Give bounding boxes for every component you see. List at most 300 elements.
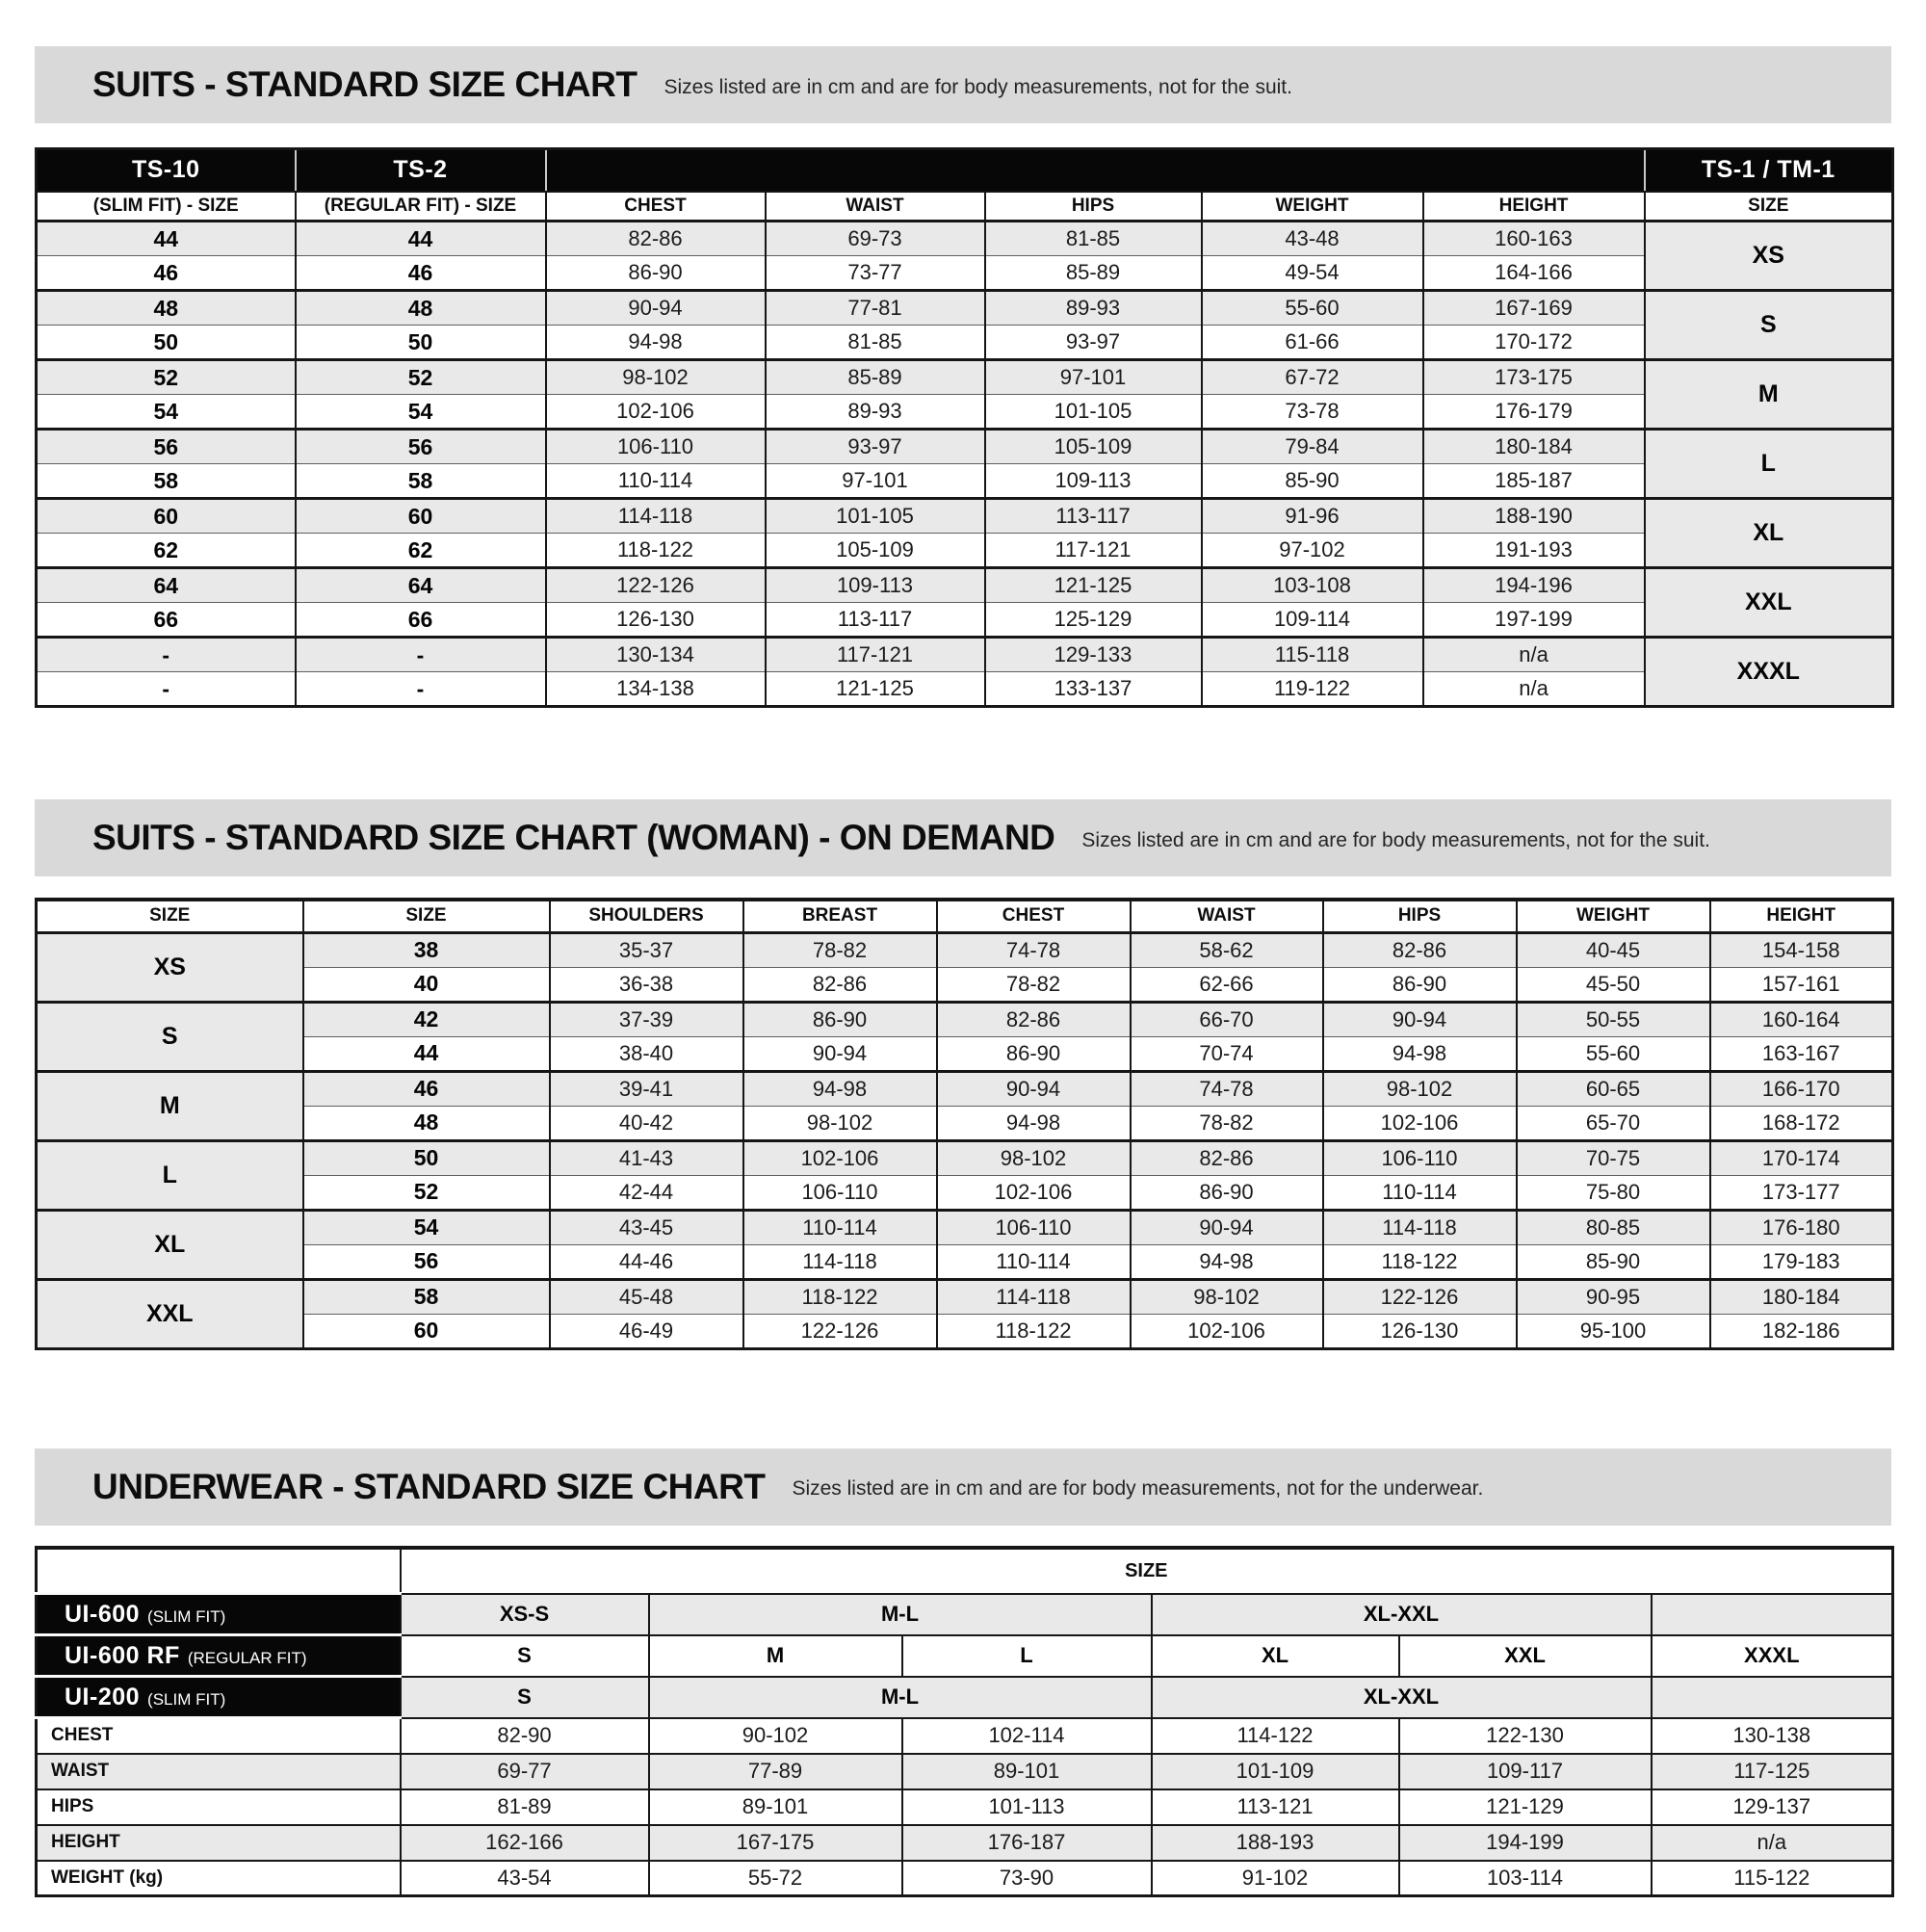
measurement-value-cell: 191-193 (1423, 534, 1645, 568)
measurement-value-cell: 182-186 (1710, 1314, 1893, 1348)
measurement-label: WAIST (37, 1754, 401, 1789)
measurement-value-cell: 35-37 (550, 932, 743, 967)
size-range-cell: XXL (1399, 1635, 1652, 1677)
measurement-value-cell: 110-114 (743, 1210, 937, 1244)
size-range-cell: M (649, 1635, 902, 1677)
measurement-value-cell: 65-70 (1517, 1106, 1710, 1140)
underwear-subtitle: Sizes listed are in cm and are for body measurements, not for the underwear. (792, 1477, 1484, 1500)
measurement-value-cell: 129-133 (985, 638, 1202, 672)
measurement-value-cell: 106-110 (937, 1210, 1131, 1244)
table-row (37, 1106, 1893, 1140)
size-group-cell: S (37, 1002, 303, 1071)
model-header-row (37, 149, 1893, 192)
size-number-cell: 62 (37, 534, 296, 568)
size-number-cell: 46 (303, 1071, 550, 1106)
measurement-value-cell: 173-177 (1710, 1175, 1893, 1210)
measurement-value-cell: 122-126 (546, 568, 766, 603)
measurement-value-cell: 43-48 (1202, 222, 1423, 256)
measurement-value-cell: 49-54 (1202, 256, 1423, 291)
section-suits-woman (35, 799, 1891, 1350)
column-header: HEIGHT (1710, 900, 1893, 932)
measurement-value-cell: 89-93 (985, 291, 1202, 326)
measurement-value-cell: 164-166 (1423, 256, 1645, 291)
measurement-value-cell: 114-118 (1323, 1210, 1517, 1244)
measurement-value-cell: 110-114 (1323, 1175, 1517, 1210)
size-group-cell: M (1645, 360, 1893, 430)
measurement-label: HIPS (37, 1789, 401, 1825)
underwear-titlebar (35, 1449, 1891, 1526)
size-number-cell: 60 (296, 499, 546, 534)
table-row (37, 1071, 1893, 1106)
table-row (37, 1175, 1893, 1210)
product-label-cell (37, 1677, 401, 1718)
measurement-value-cell: 102-106 (1323, 1106, 1517, 1140)
measurement-value-cell: 97-102 (1202, 534, 1423, 568)
measurement-value-cell: 61-66 (1202, 326, 1423, 360)
content-area (0, 46, 1926, 1897)
measurement-value-cell: 90-94 (546, 291, 766, 326)
measurement-value-cell: 167-169 (1423, 291, 1645, 326)
measurement-value-cell: 82-86 (546, 222, 766, 256)
measurement-value-cell: 167-175 (649, 1825, 902, 1861)
measurement-value-cell: 101-105 (766, 499, 985, 534)
measurement-value-cell: 102-106 (546, 395, 766, 430)
measurement-value-cell: 66-70 (1131, 1002, 1323, 1036)
measurement-value-cell: 179-183 (1710, 1244, 1893, 1279)
measurement-value-cell: 67-72 (1202, 360, 1423, 395)
measurement-value-cell: 94-98 (1323, 1036, 1517, 1071)
measurement-value-cell: 70-74 (1131, 1036, 1323, 1071)
table-row (37, 967, 1893, 1002)
size-range-cell: M-L (649, 1677, 1152, 1718)
measurement-value-cell: 114-118 (546, 499, 766, 534)
suits-woman-title: SUITS - STANDARD SIZE CHART (WOMAN) - ON DEMAND (92, 818, 1055, 857)
size-range-cell: L (902, 1635, 1152, 1677)
measurement-value-cell: 180-184 (1423, 430, 1645, 464)
size-number-cell: 44 (37, 222, 296, 256)
measurement-value-cell: 109-114 (1202, 603, 1423, 638)
measurement-value-cell: 118-122 (743, 1279, 937, 1314)
measurement-value-cell: 102-114 (902, 1718, 1152, 1754)
size-range-cell: S (401, 1635, 649, 1677)
column-header: SIZE (1645, 192, 1893, 222)
product-row (37, 1635, 1893, 1677)
measurement-value-cell: 74-78 (1131, 1071, 1323, 1106)
measurement-value-cell: 89-101 (902, 1754, 1152, 1789)
measurement-value-cell: 176-187 (902, 1825, 1152, 1861)
size-range-cell (1652, 1594, 1893, 1635)
measurement-value-cell: 93-97 (985, 326, 1202, 360)
measurement-value-cell: 157-161 (1710, 967, 1893, 1002)
measurement-value-cell: 102-106 (743, 1140, 937, 1175)
measurement-value-cell: 126-130 (546, 603, 766, 638)
measurement-value-cell: 86-90 (743, 1002, 937, 1036)
measurement-value-cell: 194-199 (1399, 1825, 1652, 1861)
measurement-value-cell: 118-122 (1323, 1244, 1517, 1279)
underwear-title: UNDERWEAR - STANDARD SIZE CHART (92, 1466, 766, 1506)
measurement-value-cell: 80-85 (1517, 1210, 1710, 1244)
measurement-value-cell: 134-138 (546, 672, 766, 707)
measurement-value-cell: 118-122 (546, 534, 766, 568)
measurement-value-cell: 90-94 (1323, 1002, 1517, 1036)
measurement-value-cell: 126-130 (1323, 1314, 1517, 1348)
size-group-cell: XS (37, 932, 303, 1002)
measurement-value-cell: 85-89 (766, 360, 985, 395)
column-header: CHEST (937, 900, 1131, 932)
table-row (37, 568, 1893, 603)
measurement-value-cell: 40-45 (1517, 932, 1710, 967)
measurement-value-cell: 117-121 (985, 534, 1202, 568)
size-group-cell: XL (1645, 499, 1893, 568)
size-number-cell: 56 (37, 430, 296, 464)
measurement-value-cell: 55-60 (1517, 1036, 1710, 1071)
size-group-cell: XL (37, 1210, 303, 1279)
measurement-value-cell: 95-100 (1517, 1314, 1710, 1348)
measurement-value-cell: 78-82 (937, 967, 1131, 1002)
size-number-cell: 66 (37, 603, 296, 638)
measurement-value-cell: 160-163 (1423, 222, 1645, 256)
suits-men-table (35, 147, 1894, 708)
column-header: BREAST (743, 900, 937, 932)
column-header: (SLIM FIT) - SIZE (37, 192, 296, 222)
measurement-value-cell: 176-180 (1710, 1210, 1893, 1244)
measurement-value-cell: 91-102 (1152, 1861, 1399, 1896)
suits-men-title: SUITS - STANDARD SIZE CHART (92, 65, 638, 104)
measurement-value-cell: 62-66 (1131, 967, 1323, 1002)
measurement-value-cell: 73-90 (902, 1861, 1152, 1896)
measurement-value-cell: 114-122 (1152, 1718, 1399, 1754)
measurement-value-cell: 115-118 (1202, 638, 1423, 672)
measurement-value-cell: 75-80 (1517, 1175, 1710, 1210)
size-number-cell: 44 (296, 222, 546, 256)
measurement-value-cell: 39-41 (550, 1071, 743, 1106)
measurement-value-cell: 170-174 (1710, 1140, 1893, 1175)
underwear-table (35, 1546, 1894, 1898)
measurement-value-cell: 40-42 (550, 1106, 743, 1140)
measurement-value-cell: 77-89 (649, 1754, 902, 1789)
size-range-cell: XS-S (401, 1594, 649, 1635)
measurement-value-cell: 113-117 (985, 499, 1202, 534)
measurement-value-cell: 121-129 (1399, 1789, 1652, 1825)
measurement-value-cell: 44-46 (550, 1244, 743, 1279)
measurement-value-cell: 97-101 (766, 464, 985, 499)
table-row (37, 672, 1893, 707)
size-number-cell: - (296, 638, 546, 672)
column-header: WEIGHT (1517, 900, 1710, 932)
measurement-value-cell: 130-134 (546, 638, 766, 672)
size-group-cell: M (37, 1071, 303, 1140)
suits-woman-titlebar (35, 799, 1891, 876)
size-number-cell: 46 (37, 256, 296, 291)
measurement-row (37, 1861, 1893, 1896)
measurement-value-cell: 46-49 (550, 1314, 743, 1348)
measurement-value-cell: 173-175 (1423, 360, 1645, 395)
measurement-value-cell: 81-85 (985, 222, 1202, 256)
measurement-value-cell: 90-94 (937, 1071, 1131, 1106)
column-header-row (37, 192, 1893, 222)
measurement-value-cell: 73-77 (766, 256, 985, 291)
measurement-value-cell: 70-75 (1517, 1140, 1710, 1175)
size-group-cell: S (1645, 291, 1893, 360)
measurement-value-cell: 170-172 (1423, 326, 1645, 360)
size-number-cell: 46 (296, 256, 546, 291)
measurement-value-cell: 82-90 (401, 1718, 649, 1754)
product-label-cell (37, 1635, 401, 1677)
column-header: CHEST (546, 192, 766, 222)
size-number-cell: 52 (37, 360, 296, 395)
size-range-cell: XXXL (1652, 1635, 1893, 1677)
measurement-value-cell: 78-82 (743, 932, 937, 967)
size-range-cell: XL (1152, 1635, 1399, 1677)
measurement-value-cell: 85-90 (1517, 1244, 1710, 1279)
measurement-value-cell: 130-138 (1652, 1718, 1893, 1754)
product-name: UI-600 (65, 1600, 141, 1628)
measurement-value-cell: 81-85 (766, 326, 985, 360)
size-number-cell: 58 (296, 464, 546, 499)
table-row (37, 603, 1893, 638)
table-row (37, 222, 1893, 256)
measurement-value-cell: 98-102 (743, 1106, 937, 1140)
measurement-value-cell: 91-96 (1202, 499, 1423, 534)
size-number-cell: 52 (303, 1175, 550, 1210)
measurement-value-cell: 154-158 (1710, 932, 1893, 967)
size-span-header: SIZE (401, 1548, 1893, 1594)
suits-men-subtitle: Sizes listed are in cm and are for body measurements, not for the suit. (664, 75, 1292, 98)
column-header: HIPS (1323, 900, 1517, 932)
measurement-value-cell: 86-90 (1323, 967, 1517, 1002)
size-number-cell: 60 (37, 499, 296, 534)
table-row (37, 1244, 1893, 1279)
measurement-row (37, 1718, 1893, 1754)
measurement-row (37, 1754, 1893, 1789)
table-row (37, 360, 1893, 395)
measurement-value-cell: 197-199 (1423, 603, 1645, 638)
model-header-spacer (546, 149, 1645, 192)
measurement-value-cell: 102-106 (937, 1175, 1131, 1210)
size-group-cell: XXL (37, 1279, 303, 1348)
measurement-value-cell: 103-108 (1202, 568, 1423, 603)
size-number-cell: - (37, 672, 296, 707)
table-row (37, 256, 1893, 291)
measurement-value-cell: 114-118 (937, 1279, 1131, 1314)
table-row (37, 326, 1893, 360)
size-group-cell: XXL (1645, 568, 1893, 638)
measurement-value-cell: 93-97 (766, 430, 985, 464)
measurement-value-cell: 162-166 (401, 1825, 649, 1861)
measurement-value-cell: 106-110 (546, 430, 766, 464)
size-number-cell: - (296, 672, 546, 707)
column-header: WAIST (1131, 900, 1323, 932)
measurement-value-cell: 117-121 (766, 638, 985, 672)
measurement-value-cell: n/a (1423, 672, 1645, 707)
column-header: HEIGHT (1423, 192, 1645, 222)
size-number-cell: 40 (303, 967, 550, 1002)
measurement-value-cell: 45-48 (550, 1279, 743, 1314)
measurement-value-cell: 188-190 (1423, 499, 1645, 534)
measurement-value-cell: 185-187 (1423, 464, 1645, 499)
measurement-value-cell: 160-164 (1710, 1002, 1893, 1036)
measurement-value-cell: 110-114 (937, 1244, 1131, 1279)
measurement-value-cell: 122-126 (743, 1314, 937, 1348)
column-header: SIZE (303, 900, 550, 932)
size-number-cell: 48 (296, 291, 546, 326)
measurement-value-cell: 102-106 (1131, 1314, 1323, 1348)
measurement-value-cell: 113-117 (766, 603, 985, 638)
table-row (37, 395, 1893, 430)
product-row (37, 1677, 1893, 1718)
measurement-value-cell: 69-77 (401, 1754, 649, 1789)
size-number-cell: 66 (296, 603, 546, 638)
measurement-value-cell: 43-45 (550, 1210, 743, 1244)
size-range-cell: XL-XXL (1152, 1677, 1652, 1718)
measurement-value-cell: 109-117 (1399, 1754, 1652, 1789)
measurement-value-cell: 69-73 (766, 222, 985, 256)
measurement-value-cell: 117-125 (1652, 1754, 1893, 1789)
measurement-value-cell: 114-118 (743, 1244, 937, 1279)
measurement-value-cell: 122-126 (1323, 1279, 1517, 1314)
measurement-value-cell: 101-109 (1152, 1754, 1399, 1789)
size-number-cell: 58 (37, 464, 296, 499)
size-number-cell: 56 (303, 1244, 550, 1279)
measurement-value-cell: 94-98 (546, 326, 766, 360)
measurement-value-cell: 101-113 (902, 1789, 1152, 1825)
measurement-value-cell: 103-114 (1399, 1861, 1652, 1896)
measurement-value-cell: 42-44 (550, 1175, 743, 1210)
size-number-cell: 54 (303, 1210, 550, 1244)
measurement-value-cell: 50-55 (1517, 1002, 1710, 1036)
measurement-value-cell: 89-101 (649, 1789, 902, 1825)
measurement-label: WEIGHT (kg) (37, 1861, 401, 1896)
measurement-value-cell: 98-102 (546, 360, 766, 395)
measurement-row (37, 1789, 1893, 1825)
measurement-value-cell: 97-101 (985, 360, 1202, 395)
product-label-cell (37, 1594, 401, 1635)
measurement-row (37, 1825, 1893, 1861)
measurement-value-cell: 82-86 (1323, 932, 1517, 967)
size-number-cell: 56 (296, 430, 546, 464)
measurement-value-cell: 109-113 (766, 568, 985, 603)
measurement-value-cell: 122-130 (1399, 1718, 1652, 1754)
column-header-row (37, 900, 1893, 932)
table-row (37, 1279, 1893, 1314)
size-range-cell (1652, 1677, 1893, 1718)
measurement-value-cell: 77-81 (766, 291, 985, 326)
measurement-value-cell: 58-62 (1131, 932, 1323, 967)
measurement-label: HEIGHT (37, 1825, 401, 1861)
measurement-value-cell: 119-122 (1202, 672, 1423, 707)
size-number-cell: 60 (303, 1314, 550, 1348)
column-header: (REGULAR FIT) - SIZE (296, 192, 546, 222)
column-header: SIZE (37, 900, 303, 932)
measurement-value-cell: 86-90 (546, 256, 766, 291)
size-number-cell: 38 (303, 932, 550, 967)
size-group-cell: L (1645, 430, 1893, 499)
column-header: HIPS (985, 192, 1202, 222)
section-underwear (35, 1449, 1891, 1898)
size-number-cell: 48 (37, 291, 296, 326)
measurement-value-cell: 109-113 (985, 464, 1202, 499)
measurement-value-cell: 106-110 (1323, 1140, 1517, 1175)
size-number-cell: 50 (37, 326, 296, 360)
size-number-cell: 42 (303, 1002, 550, 1036)
measurement-value-cell: 98-102 (937, 1140, 1131, 1175)
measurement-value-cell: 176-179 (1423, 395, 1645, 430)
size-number-cell: 62 (296, 534, 546, 568)
measurement-value-cell: 129-137 (1652, 1789, 1893, 1825)
measurement-value-cell: 41-43 (550, 1140, 743, 1175)
size-group-cell: L (37, 1140, 303, 1210)
measurement-value-cell: 89-93 (766, 395, 985, 430)
size-range-cell: M-L (649, 1594, 1152, 1635)
model-header-ts10: TS-10 (37, 149, 296, 192)
measurement-value-cell: 90-94 (1131, 1210, 1323, 1244)
column-header: WAIST (766, 192, 985, 222)
section-suits-men (35, 46, 1891, 708)
table-row (37, 464, 1893, 499)
product-name: UI-600 RF (65, 1641, 180, 1669)
measurement-value-cell: n/a (1423, 638, 1645, 672)
measurement-value-cell: 121-125 (766, 672, 985, 707)
measurement-value-cell: 78-82 (1131, 1106, 1323, 1140)
measurement-value-cell: 110-114 (546, 464, 766, 499)
table-row (37, 499, 1893, 534)
table-row (37, 534, 1893, 568)
size-range-cell: S (401, 1677, 649, 1718)
measurement-value-cell: 85-89 (985, 256, 1202, 291)
size-number-cell: 64 (296, 568, 546, 603)
measurement-value-cell: n/a (1652, 1825, 1893, 1861)
measurement-value-cell: 73-78 (1202, 395, 1423, 430)
measurement-value-cell: 118-122 (937, 1314, 1131, 1348)
size-number-cell: 54 (296, 395, 546, 430)
size-number-cell: 52 (296, 360, 546, 395)
table-row (37, 932, 1893, 967)
measurement-value-cell: 125-129 (985, 603, 1202, 638)
measurement-value-cell: 180-184 (1710, 1279, 1893, 1314)
table-row (37, 1036, 1893, 1071)
size-number-cell: 44 (303, 1036, 550, 1071)
measurement-value-cell: 55-72 (649, 1861, 902, 1896)
measurement-value-cell: 37-39 (550, 1002, 743, 1036)
measurement-value-cell: 81-89 (401, 1789, 649, 1825)
model-header-ts1-tm1: TS-1 / TM-1 (1645, 149, 1893, 192)
measurement-value-cell: 101-105 (985, 395, 1202, 430)
product-name: UI-200 (65, 1683, 141, 1710)
table-row (37, 1140, 1893, 1175)
measurement-value-cell: 106-110 (743, 1175, 937, 1210)
product-fit: (REGULAR FIT) (187, 1648, 307, 1667)
measurement-value-cell: 121-125 (985, 568, 1202, 603)
size-range-cell: XL-XXL (1152, 1594, 1652, 1635)
measurement-value-cell: 86-90 (1131, 1175, 1323, 1210)
size-number-cell: 48 (303, 1106, 550, 1140)
measurement-value-cell: 85-90 (1202, 464, 1423, 499)
measurement-value-cell: 163-167 (1710, 1036, 1893, 1071)
corner-cell (37, 1548, 401, 1594)
measurement-value-cell: 115-122 (1652, 1861, 1893, 1896)
table-row (37, 1002, 1893, 1036)
size-number-cell: 54 (37, 395, 296, 430)
size-number-cell: 58 (303, 1279, 550, 1314)
size-group-cell: XXXL (1645, 638, 1893, 707)
measurement-value-cell: 98-102 (1131, 1279, 1323, 1314)
measurement-value-cell: 60-65 (1517, 1071, 1710, 1106)
model-header-ts2: TS-2 (296, 149, 546, 192)
product-row (37, 1594, 1893, 1635)
suits-men-titlebar (35, 46, 1891, 123)
product-fit: (SLIM FIT) (147, 1689, 226, 1709)
column-header: SHOULDERS (550, 900, 743, 932)
